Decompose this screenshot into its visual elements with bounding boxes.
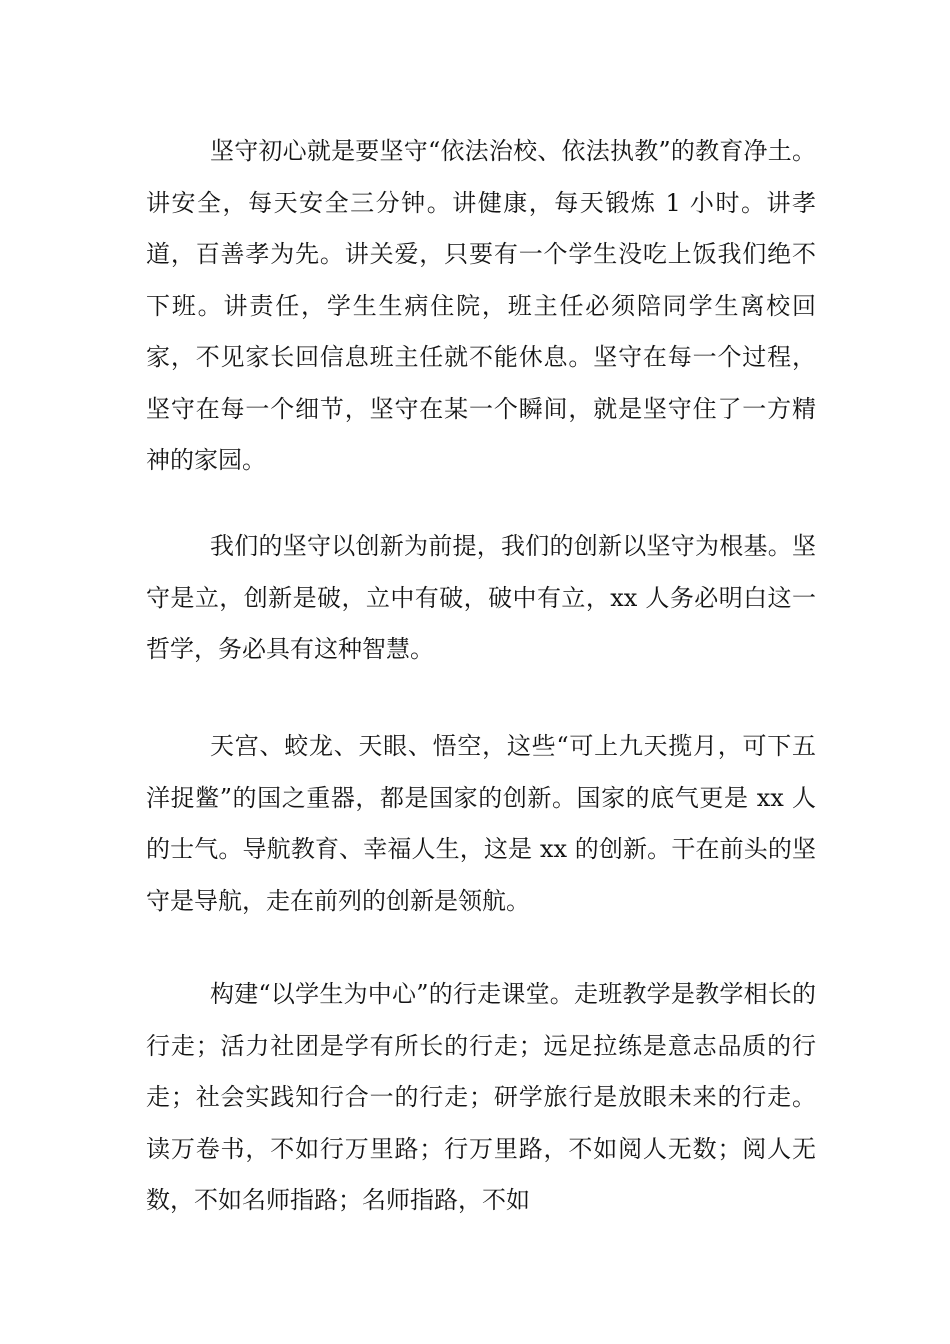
paragraph-4: 构建“以学生为中心”的行走课堂。走班教学是教学相长的行走；活力社团是学有所长的行走；远足拉练是意志品质的行走；社会实践知行合一的行走；研学旅行是放眼未来的行走。读万卷书，不如行万里路；行万里路，不如阅人无数；阅人无数，不如名师指路；名师指路，不如 — [146, 980, 816, 1214]
paragraph-1: 坚守初心就是要坚守“依法治校、依法执教”的教育净土。讲安全，每天安全三分钟。讲健康，每天锻炼 1 小时。讲孝道，百善孝为先。讲关爱，只要有一个学生没吃上饭我们绝不下班。讲责任，学生生病住院，班主任必须陪同学生离校回家，不见家长回信息班主任就不能休息。坚守在每一个过程，坚守在每一个细节，坚守在某一个瞬间，就是坚守住了一方精神的家园。 — [146, 137, 816, 474]
paragraph-2: 我们的坚守以创新为前提，我们的创新以坚守为根基。坚守是立，创新是破，立中有破，破中有立，xx 人务必明白这一哲学，务必具有这种智慧。 — [146, 532, 816, 663]
paragraph-3: 天宫、蛟龙、天眼、悟空，这些“可上九天揽月，可下五洋捉鳖”的国之重器，都是国家的创新。国家的底气更是 xx 人的士气。导航教育、幸福人生，这是 xx 的创新。干在前头的坚守是导航，走在前列的创新是领航。 — [146, 732, 816, 915]
